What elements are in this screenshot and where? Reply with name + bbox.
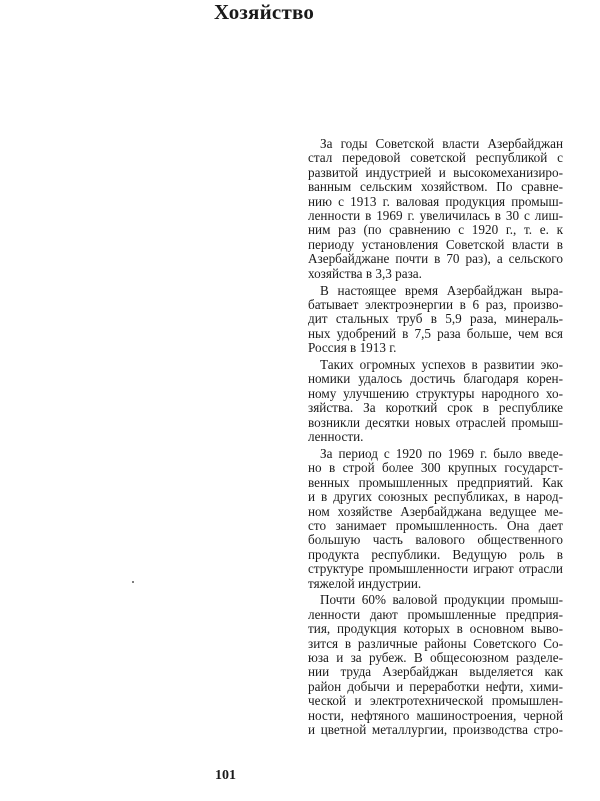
text-line: ных удобрений в 7,5 раза больше, чем вся	[308, 325, 563, 341]
text-line: нии труда Азербайджан выделяется как	[308, 664, 563, 680]
text-line: ним раз (по сравнению с 1920 г., т. е. к	[308, 222, 563, 238]
text-line: хозяйства в 3,3 раза.	[308, 265, 422, 281]
text-line: зяйства. За короткий срок в республике	[308, 400, 563, 416]
paragraph	[308, 284, 563, 356]
text-line: венных промышленных предприятий. Как	[308, 474, 563, 490]
text-line: ленности в 1969 г. увеличилась в 30 с лиш-	[308, 207, 563, 223]
body-text-column	[308, 137, 563, 740]
text-line: Россия в 1913 г.	[308, 340, 397, 356]
text-line: ному улучшению структуры народного хо-	[308, 385, 563, 401]
text-line: За годы Советской власти Азербайджан	[320, 136, 563, 151]
paragraph	[308, 358, 563, 444]
text-line: но в строй более 300 крупных государст-	[308, 460, 563, 476]
text-line: ности, нефтяного машиностроения, черной	[308, 707, 563, 723]
text-line: ческой и электротехнической промышлен-	[308, 693, 563, 709]
text-line: В настоящее время Азербайджан выра-	[320, 282, 563, 298]
text-line: Таких огромных успехов в развитии эко-	[320, 357, 563, 373]
text-line: Азербайджане почти в 70 раз), а сельского	[308, 251, 563, 267]
text-line: возникли десятки новых отраслей промыш-	[308, 414, 563, 430]
text-line: большую часть валового общественного	[308, 532, 563, 548]
text-line: ванным сельским хозяйством. По сравне-	[308, 179, 563, 195]
text-line: развитой индустрией и высокомеханизиро-	[308, 164, 563, 180]
scan-speck	[132, 581, 134, 583]
text-line: стал передовой советской республикой с	[308, 150, 563, 166]
paragraph	[308, 593, 563, 737]
text-line: и в других союзных республиках, в народ-	[308, 489, 563, 505]
text-line: нию с 1913 г. валовая продукция промыш-	[308, 193, 563, 209]
paragraph	[308, 447, 563, 591]
text-line: структуре промышленности играют отрасли	[308, 561, 563, 577]
text-line: юза и за рубеж. В общесоюзном разделе-	[308, 650, 563, 666]
text-line: сто занимает промышленность. Она дает	[308, 517, 563, 533]
text-line: район добычи и переработки нефти, хими-	[308, 678, 563, 694]
text-line: тия, продукция которых в основном выво-	[308, 621, 563, 637]
page-title: Хозяйство	[214, 0, 315, 24]
page-number: 101	[215, 768, 236, 783]
text-line: номики удалось достичь благодаря корен-	[308, 371, 563, 387]
text-line: тяжелой индустрии.	[308, 575, 422, 591]
text-line: продукта республики. Ведущую роль в	[308, 546, 563, 562]
text-line: батывает электроэнергии в 6 раз, произво-	[308, 296, 563, 312]
text-line: ном хозяйстве Азербайджана ведущее ме-	[308, 503, 563, 519]
text-line: ленности.	[308, 429, 364, 444]
text-line: и цветной металлургии, производства стро-	[308, 722, 563, 737]
text-line: дит стальных труб в 5,9 раза, минераль-	[308, 311, 563, 327]
paragraph	[308, 137, 563, 281]
text-line: За период с 1920 по 1969 г. было введе-	[320, 445, 563, 461]
text-line: Почти 60% валовой продукции промыш-	[320, 592, 563, 608]
text-line: ленности дают промышленные предприя-	[308, 606, 563, 622]
text-line: периоду установления Советской власти в	[308, 236, 563, 252]
text-line: зится в различные районы Советского Со-	[308, 635, 563, 651]
